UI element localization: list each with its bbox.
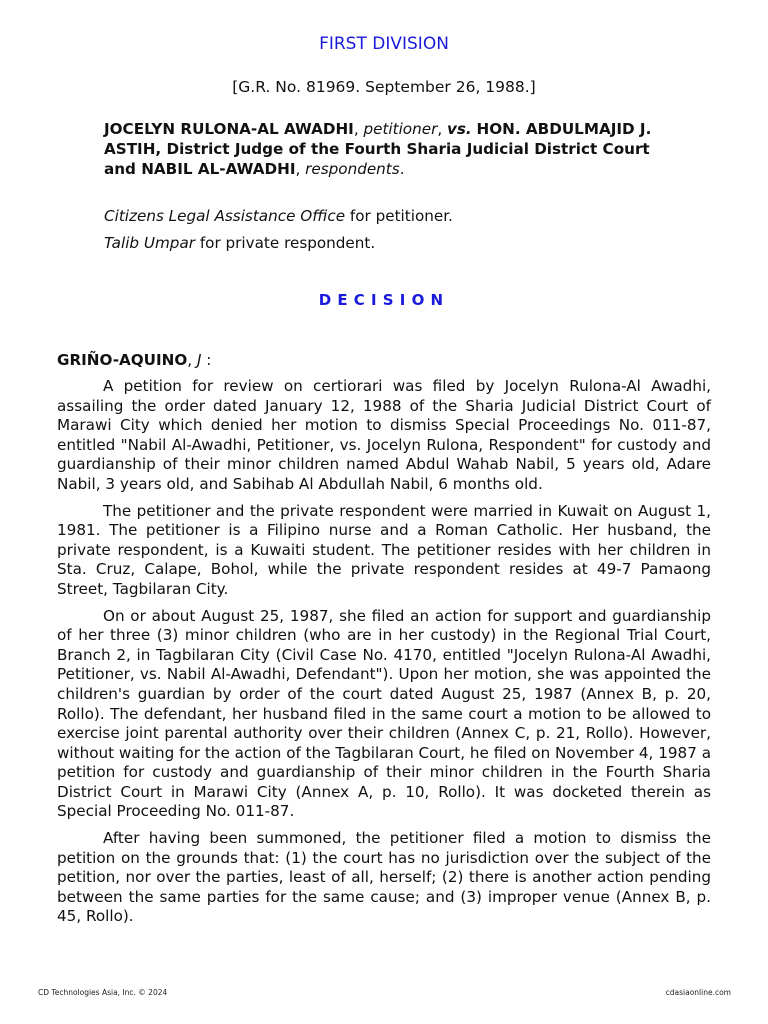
case-number: [G.R. No. 81969. September 26, 1988.] xyxy=(232,78,536,96)
respondents-names: HON. ABDULMAJID J. ASTIH, District Judge of the Fourth Sharia Judicial District Court and NABIL AL-AWADHI xyxy=(104,120,652,178)
versus-label: vs. xyxy=(446,120,472,138)
footer-site: cdasiaonline.com xyxy=(665,988,731,997)
ponente-title: J xyxy=(196,351,202,369)
petitioner-counsel-suffix: for petitioner. xyxy=(345,207,453,225)
division-heading: FIRST DIVISION xyxy=(319,34,449,54)
body-paragraph: A petition for review on certiorari was filed by Jocelyn Rulona-Al Awadhi, assailing the order dated January 12, 1988 of the Sharia Judicial District Court of Marawi City which denied her motion to dismiss Special Proceedings No. 011-87, entitled "Nabil Al-Awadhi, Petitioner, vs. Jocelyn Rulona, Respondent" for custody and guardianship of their minor children named Abdul Wahab Nabil, 5 years old, Adare Nabil, 3 years old, and Sabihab Al Abdullah Nabil, 6 months old. xyxy=(57,377,711,493)
petitioner-counsel: Citizens Legal Assistance Office xyxy=(104,207,346,225)
respondents-role: respondents xyxy=(305,160,400,178)
ponente-line: GRIÑO-AQUINO, J : xyxy=(57,351,212,369)
decision-body xyxy=(57,377,711,934)
body-paragraph: The petitioner and the private respondent were married in Kuwait on August 1, 1981. The petitioner is a Filipino nurse and a Roman Catholic. Her husband, the private respondent, is a Kuwaiti student. The petitioner resides with her children in Sta. Cruz, Calape, Bohol, while the private respondent resides at 49-7 Pamaong Street, Tagbilaran City. xyxy=(57,501,711,598)
respondent-counsel: Talib Umpar xyxy=(104,234,195,252)
respondent-counsel-suffix: for private respondent. xyxy=(195,234,376,252)
decision-heading: DECISION xyxy=(318,291,450,309)
case-parties: JOCELYN RULONA-AL AWADHI, petitioner, vs. HON. ABDULMAJID J. ASTIH, District Judge of the Fourth Sharia Judicial District Court and NABIL AL-AWADHI, respondents. xyxy=(104,120,652,178)
body-paragraph: On or about August 25, 1987, she filed an action for support and guardianship of her three (3) minor children (who are in her custody) in the Regional Trial Court, Branch 2, in Tagbilaran City (Civil Case No. 4170, entitled "Jocelyn Rulona-Al Awadhi, Petitioner, vs. Nabil Al-Awadhi, Defendant"). Upon her motion, she was appointed the children's guardian by order of the court dated August 25, 1987 (Annex B, p. 20, Rollo). The defendant, her husband filed in the same court a motion to be allowed to exercise joint parental authority over their children (Annex C, p. 21, Rollo). However, without waiting for the action of the Tagbilaran Court, he filed on November 4, 1987 a petition for custody and guardianship of their minor children in the Fourth Sharia District Court in Marawi City (Annex A, p. 10, Rollo). It was docketed therein as Special Proceeding No. 011-87. xyxy=(57,606,711,821)
petitioner-name: JOCELYN RULONA-AL AWADHI xyxy=(104,120,354,138)
respondent-counsel-line xyxy=(104,233,704,253)
petitioner-counsel-line xyxy=(104,206,704,226)
ponente-name: GRIÑO-AQUINO xyxy=(57,351,188,369)
footer-copyright: CD Technologies Asia, Inc. © 2024 xyxy=(38,988,168,997)
petitioner-role: petitioner xyxy=(363,120,438,138)
body-paragraph: After having been summoned, the petitioner filed a motion to dismiss the petition on the grounds that: (1) the court has no jurisdiction over the subject of the petition, nor over the parties, least of all, herself; (2) there is another action pending between the same parties for the same cause; and (3) improper venue (Annex B, p. 45, Rollo). xyxy=(57,829,711,926)
